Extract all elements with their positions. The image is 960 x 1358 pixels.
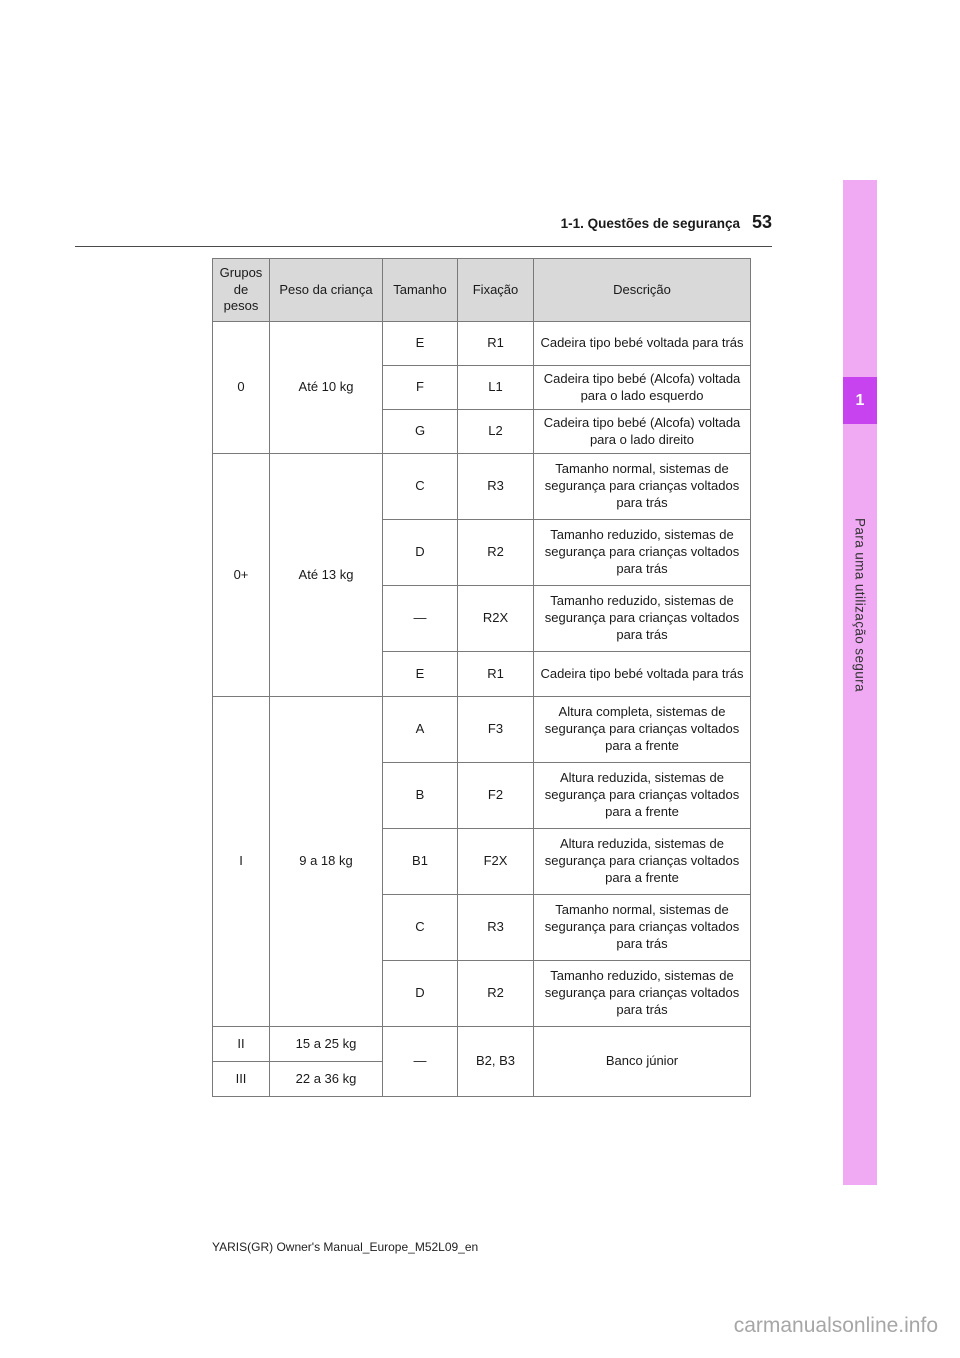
cell-tamanho: B [383,763,458,829]
cell-descricao: Altura reduzida, sistemas de segurança para crianças voltados para a frente [534,763,751,829]
cell-tamanho: D [383,961,458,1027]
cell-fixacao: R2X [458,586,534,652]
cell-grupo: 0 [213,322,270,454]
cell-fixacao: R2 [458,961,534,1027]
cell-peso: 15 a 25 kg [270,1027,383,1062]
cell-grupo: III [213,1062,270,1097]
cell-descricao: Tamanho normal, sistemas de segurança para crianças voltados para trás [534,454,751,520]
footer-text: YARIS(GR) Owner's Manual_Europe_M52L09_en [212,1240,479,1254]
cell-descricao: Altura completa, sistemas de segurança para crianças voltados para a frente [534,697,751,763]
table-row [213,697,751,763]
cell-fixacao: R1 [458,322,534,366]
cell-fixacao: B2, B3 [458,1027,534,1097]
cell-descricao: Cadeira tipo bebé voltada para trás [534,652,751,697]
section-title: 1-1. Questões de segurança [560,216,740,231]
cell-descricao: Tamanho normal, sistemas de segurança para crianças voltados para trás [534,895,751,961]
cell-descricao: Tamanho reduzido, sistemas de segurança para crianças voltados para trás [534,586,751,652]
cell-tamanho: B1 [383,829,458,895]
cell-tamanho: A [383,697,458,763]
sidebar-vertical-label: Para uma utilização segura [852,518,868,692]
cell-grupo: I [213,697,270,1027]
cell-grupo: II [213,1027,270,1062]
cell-fixacao: R3 [458,454,534,520]
header-grupos: Grupos de pesos [213,259,270,322]
cell-fixacao: F2X [458,829,534,895]
cell-tamanho: G [383,410,458,454]
watermark: carmanualsonline.info [733,1314,938,1337]
cell-tamanho: D [383,520,458,586]
child-seat-table-wrap [212,258,751,1097]
cell-tamanho: — [383,1027,458,1097]
cell-peso: Até 10 kg [270,322,383,454]
header-tamanho: Tamanho [383,259,458,322]
table-row [213,454,751,520]
cell-fixacao: R3 [458,895,534,961]
header-descricao: Descrição [534,259,751,322]
table-row [213,1027,751,1062]
header-peso: Peso da criança [270,259,383,322]
cell-descricao: Tamanho reduzido, sistemas de segurança para crianças voltados para trás [534,520,751,586]
cell-tamanho: F [383,366,458,410]
cell-descricao: Tamanho reduzido, sistemas de segurança para crianças voltados para trás [534,961,751,1027]
cell-peso: 9 a 18 kg [270,697,383,1027]
cell-fixacao: L1 [458,366,534,410]
chapter-tab [843,377,877,424]
cell-tamanho: C [383,454,458,520]
cell-fixacao: L2 [458,410,534,454]
cell-fixacao: R2 [458,520,534,586]
cell-descricao: Cadeira tipo bebé voltada para trás [534,322,751,366]
cell-descricao: Banco júnior [534,1027,751,1097]
cell-tamanho: C [383,895,458,961]
cell-descricao: Cadeira tipo bebé (Alcofa) voltada para o lado direito [534,410,751,454]
page-number: 53 [751,212,772,232]
page-header [75,212,772,233]
cell-tamanho: — [383,586,458,652]
cell-tamanho: E [383,652,458,697]
cell-tamanho: E [383,322,458,366]
cell-fixacao: R1 [458,652,534,697]
cell-peso: 22 a 36 kg [270,1062,383,1097]
cell-grupo: 0+ [213,454,270,697]
cell-descricao: Cadeira tipo bebé (Alcofa) voltada para o lado esquerdo [534,366,751,410]
child-seat-table [212,258,751,1097]
chapter-number: 1 [855,391,865,409]
table-header-row [213,259,751,322]
table-row [213,322,751,366]
header-rule [75,246,772,247]
cell-peso: Até 13 kg [270,454,383,697]
header-fixacao: Fixação [458,259,534,322]
cell-fixacao: F2 [458,763,534,829]
cell-descricao: Altura reduzida, sistemas de segurança para crianças voltados para a frente [534,829,751,895]
cell-fixacao: F3 [458,697,534,763]
